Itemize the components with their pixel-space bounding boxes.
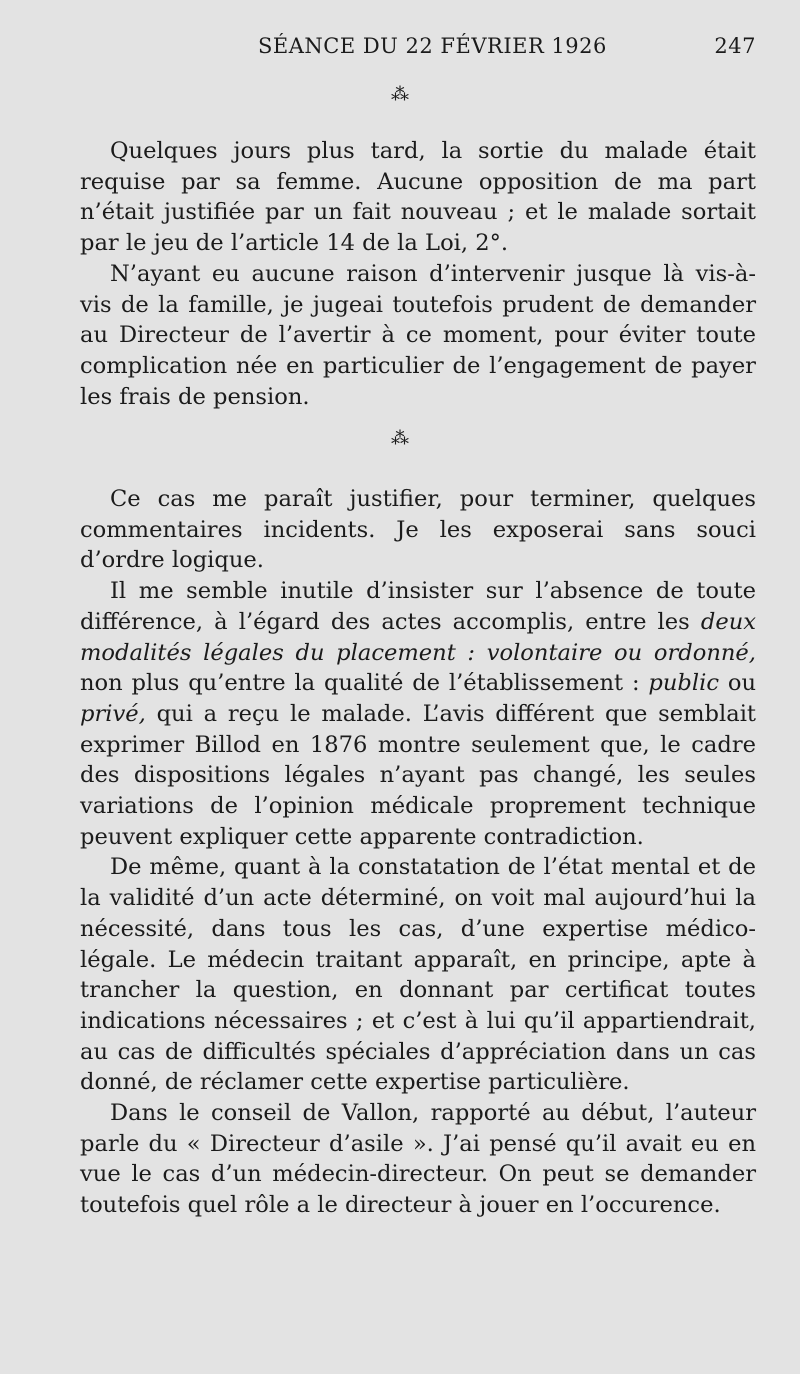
italic-run: deux modalités légales du placement : volontaire ou ordonné,: [80, 608, 756, 666]
paragraph-2: N’ayant eu aucune raison d’intervenir jusque là vis-à-vis de la famille, je jugeai toutefois prudent de demander au Directeur de l’avertir à ce moment, pour éviter toute complication née en particulier de l’engagement de payer les frais de pension.: [80, 260, 756, 410]
section-2-text: [80, 484, 756, 1221]
text-run: ou: [719, 670, 756, 697]
paragraph-5: De même, quant à la constatation de l’état mental et de la validité d’un acte déterminé, on voit mal aujourd’hui la nécessité, dans tous les cas, d’une expertise médico-légale. Le médecin traitant apparaît, en principe, apte à trancher la question, en donnant par certificat toutes indications nécessaires ; et c’est à lui qu’il appartiendrait, au cas de difficultés spéciales d’appréciation dans un cas donné, de réclamer cette expertise particulière.: [80, 854, 756, 1096]
italic-run: public: [648, 670, 719, 697]
running-head-title: SÉANCE DU 22 FÉVRIER 1926: [258, 34, 607, 58]
italic-run: privé,: [80, 700, 146, 727]
paragraph-4: [80, 576, 756, 852]
running-head: [80, 34, 756, 64]
paragraph-3: Ce cas me paraît justifier, pour terminer, quelques commentaires incidents. Je les exposerai sans souci d’ordre logique.: [80, 486, 756, 574]
text-run: qui a reçu le malade. L’avis différent que semblait exprimer Billod en 1876 montre seulement que, le cadre des dispositions légales n’ayant pas changé, les seules variations de l’opinion médicale proprement technique peuvent expliquer cette apparente contradiction.: [80, 700, 756, 850]
section-ornament-asterism: ⁂: [391, 84, 409, 105]
paragraph-1: Quelques jours plus tard, la sortie du malade était requise par sa femme. Aucune opposition de ma part n’était justifiée par un fait nouveau ; et le malade sortait par le jeu de l’article 14 de la Loi, 2°.: [80, 138, 756, 257]
section-1-text: [80, 136, 756, 412]
page-number: 247: [714, 34, 756, 58]
text-run: Il me semble inutile d’insister sur l’absence de toute différence, à l’égard des actes accomplis, entre les: [80, 578, 756, 635]
section-ornament-asterism: ⁂: [391, 428, 409, 449]
text-run: non plus qu’entre la qualité de l’établissement :: [80, 670, 649, 697]
paragraph-6: Dans le conseil de Vallon, rapporté au début, l’auteur parle du « Directeur d’asile ». J’ai pensé qu’il avait eu en vue le cas d’un médecin-directeur. On peut se demander toutefois quel rôle a le directeur à jouer en l’occurence.: [80, 1100, 756, 1219]
